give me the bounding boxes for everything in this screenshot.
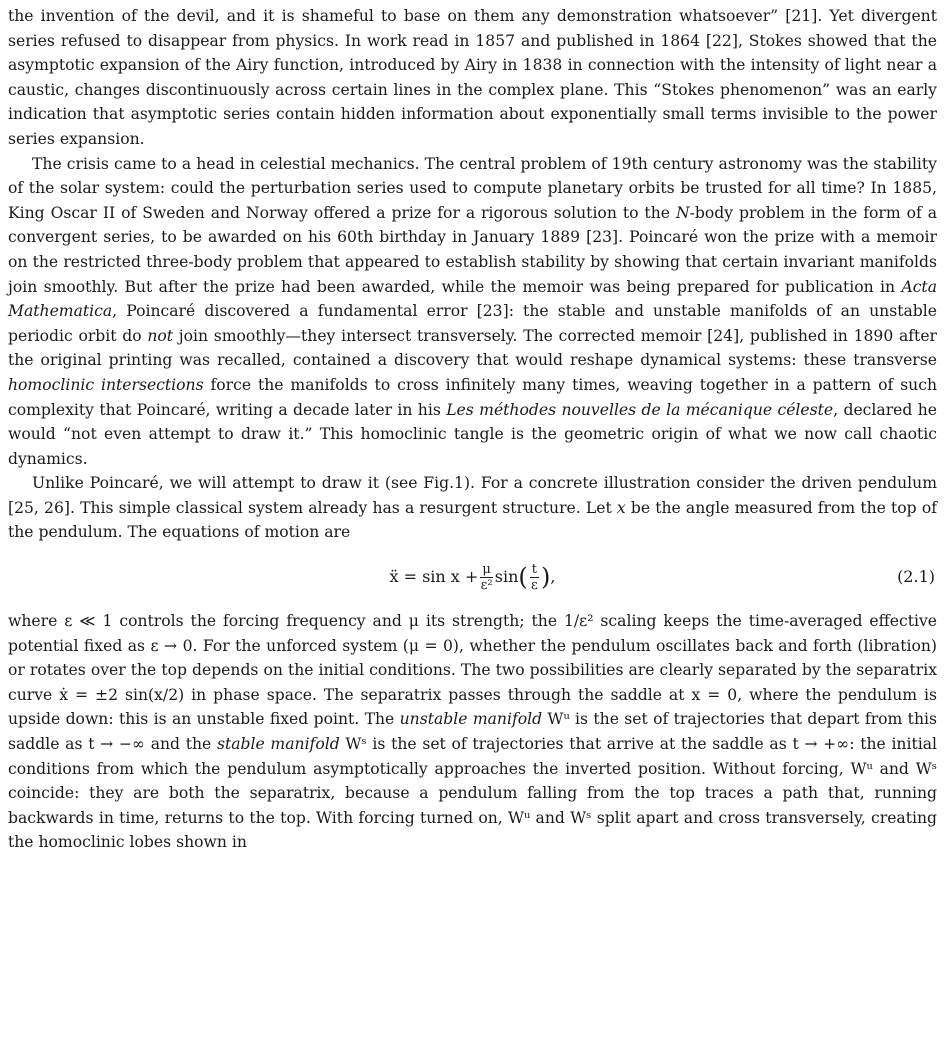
paragraph-driven-pendulum: Unlike Poincaré, we will attempt to draw it (see Fig.1). For a concrete illustration consider the driven pendulum [25, 26]. This simple classical system already has a resurgent structure. Let x be the angle measured from the top of the pendulum. The equations of motion are — [8, 474, 937, 542]
homoclinic-term: homoclinic intersections — [8, 375, 204, 394]
equation-number[interactable]: (2.1) — [897, 567, 935, 587]
journal-name: Acta Mathematica — [8, 277, 937, 321]
paragraph-separatrix: where ε ≪ 1 controls the forcing frequency and μ its strength; the 1/ε² scaling keeps the time-averaged effective potential fixed as ε → 0. For the unforced system (μ = 0), whether the pendulum oscillates back and forth (libration) or rotates over the top depends on the initial conditions. The two possibilities are clearly separated by the separatrix curve ẋ = ±2 sin(x/2) in phase space. The separatrix passes through the saddle at x = 0, where the pendulum is upside down: this is an unstable fixed point. The unstable manifold Wᵘ is the set of trajectories that depart from this saddle as t → −∞ and the stable manifold Wˢ is the set of trajectories that arrive at the saddle as t → +∞: the initial conditions from which the pendulum asymptotically approaches the inverted position. Without forcing, Wᵘ and Wˢ coincide: they are both the separatrix, because a pendulum falling from the top traces a path that, running backwards in time, returns to the top. With forcing turned on, Wᵘ and Wˢ split apart and cross transversely, creating the homoclinic lobes shown in — [8, 612, 937, 852]
fraction-mu-over-eps2: $\frac{\mu}{\text{ε²}}$ — [480, 561, 493, 593]
book-title: Les méthodes nouvelles de la mécanique céleste — [446, 400, 834, 419]
citation-25-26[interactable]: [25, 26] — [8, 498, 70, 517]
citation-23[interactable]: [23] — [586, 228, 619, 247]
fraction-t-over-eps: $\frac{t}{\varepsilon}$ — [531, 561, 538, 593]
equation-2-1: ẍ = sin x + $\frac{\mu}{\text{ε²}}$ sin ( $\frac{t}{\varepsilon}$ ) , (2.1) — [389, 561, 935, 593]
citation-24[interactable]: [24] — [707, 326, 740, 345]
equation-lhs: ẍ = sin x + — [389, 566, 479, 586]
citation-22[interactable]: [22] — [705, 31, 738, 50]
citation-23b[interactable]: [23] — [476, 302, 509, 321]
paragraph-celestial-mechanics: The crisis came to a head in celestial mechanics. The central problem of 19th century astronomy was the stability of the solar system: could the perturbation series used to compute planetary orbits be trusted for all time? In 1885, King Oscar II of Sweden and Norway offered a prize for a rigorous solution to the N-body problem in the form of a convergent series, to be awarded on his 60th birthday in January 1889 [23]. Poincaré won the prize with a memoir on the restricted three-body problem that appeared to establish stability by showing that certain invariant manifolds join smoothly. But after the prize had been awarded, while the memoir was being prepared for publication in Acta Mathematica, Poincaré discovered a fundamental error [23]: the stable and unstable manifolds of an unstable periodic orbit do not join smoothly—they intersect transversely. The corrected memoir [24], published in 1890 after the original printing was recalled, contained a discovery that would reshape dynamical systems: these transverse homoclinic intersections force the manifolds to cross infinitely many times, weaving together in a pattern of such complexity that Poincaré, writing a decade later in his Les méthodes nouvelles de la mécanique céleste, declared he would “not even attempt to draw it.” This homoclinic tangle is the geometric origin of what we now call chaotic dynamics. — [8, 154, 938, 468]
paragraph-divergent-series: the invention of the devil, and it is shameful to base on them any demonstration whatsoever” [21]. Yet divergent series refused to disappear from physics. In work read in 1857 and published in 1864 [22], Stokes showed that the asymptotic expansion of the Airy function, introduced by Airy in 1838 in connection with the intensity of light near a caustic, changes discontinuously across certain lines in the complex plane. This “Stokes phenomenon” was an early indication that asymptotic series contain hidden information about exponentially small terms invisible to the power series expansion. — [8, 7, 937, 148]
citation-21[interactable]: [21] — [785, 7, 818, 25]
